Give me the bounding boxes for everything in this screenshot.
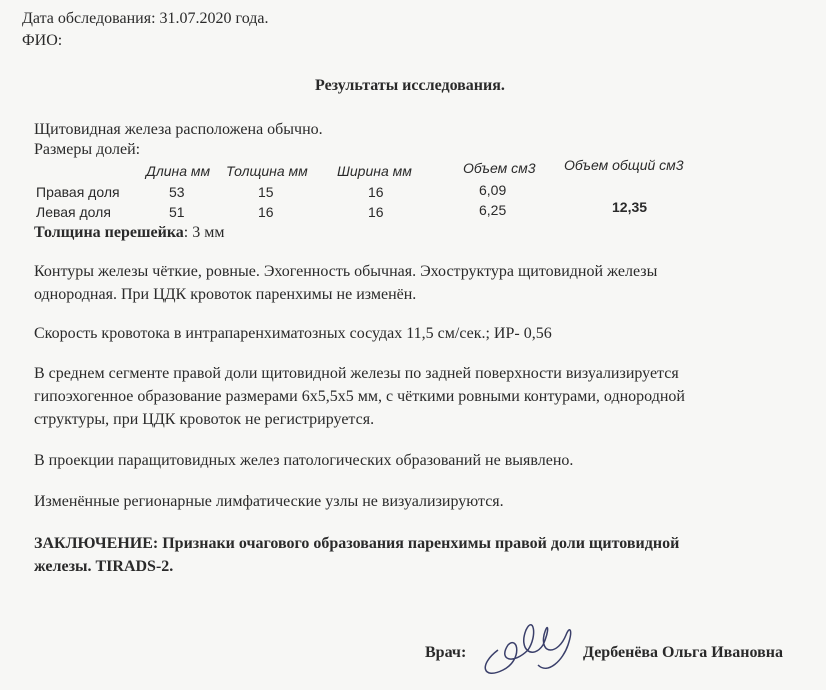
- lesion-text: В среднем сегменте правой доли щитовидной железы по задней поверхности визуализируется: [34, 365, 679, 382]
- col-header: Длина мм: [146, 163, 211, 179]
- col-header: Толщина мм: [226, 163, 308, 179]
- isthmus-label: Толщина перешейка: [34, 224, 184, 241]
- col-header: Объем общий см3: [564, 157, 684, 173]
- intro-line: Размеры долей:: [34, 141, 141, 158]
- page-title: Результаты исследования.: [315, 77, 505, 94]
- cell: 6,09: [479, 182, 507, 198]
- lesion-text: структуры, при ЦДК кровоток не регистрируется.: [34, 411, 375, 428]
- fio-label: ФИО:: [22, 32, 63, 49]
- doctor-name: Дербенёва Ольга Ивановна: [583, 644, 783, 661]
- lymph-text: Изменённые регионарные лимфатические узлы не визуализируются.: [34, 493, 504, 510]
- cell: 16: [368, 184, 384, 200]
- isthmus-value: : 3 мм: [183, 224, 225, 241]
- contours-text: Контуры железы чёткие, ровные. Эхогенность обычная. Эхоструктура щитовидной железы: [34, 263, 658, 280]
- row-label: Левая доля: [36, 204, 111, 220]
- row-label: Правая доля: [36, 184, 120, 200]
- signature-image: [478, 605, 588, 680]
- cell: 15: [258, 184, 274, 200]
- total-volume: 12,35: [612, 199, 648, 215]
- conclusion: железы. TIRADS-2.: [34, 558, 174, 575]
- parathyroid-text: В проекции паращитовидных желез патологических образований не выявлено.: [34, 452, 574, 469]
- col-header: Ширина мм: [337, 163, 412, 179]
- col-header: Объем см3: [463, 160, 536, 176]
- contours-text: однородная. При ЦДК кровоток паренхимы не изменён.: [34, 286, 417, 303]
- isthmus: [34, 223, 225, 243]
- exam-date: Дата обследования: 31.07.2020 года.: [22, 10, 269, 27]
- conclusion: ЗАКЛЮЧЕНИЕ: Признаки очагового образования паренхимы правой доли щитовидной: [34, 535, 680, 552]
- cell: 51: [169, 204, 185, 220]
- lesion-text: гипоэхогенное образование размерами 6х5,5х5 мм, с чёткими ровными контурами, однородной: [34, 388, 685, 405]
- cell: 16: [368, 204, 384, 220]
- cell: 16: [258, 204, 274, 220]
- cell: 53: [169, 184, 185, 200]
- flow-text: Скорость кровотока в интрапаренхиматозных сосудах 11,5 см/сек.; ИР- 0,56: [34, 325, 552, 342]
- intro-line: Щитовидная железа расположена обычно.: [34, 121, 323, 138]
- doctor-label: Врач:: [425, 644, 467, 661]
- cell: 6,25: [479, 202, 507, 218]
